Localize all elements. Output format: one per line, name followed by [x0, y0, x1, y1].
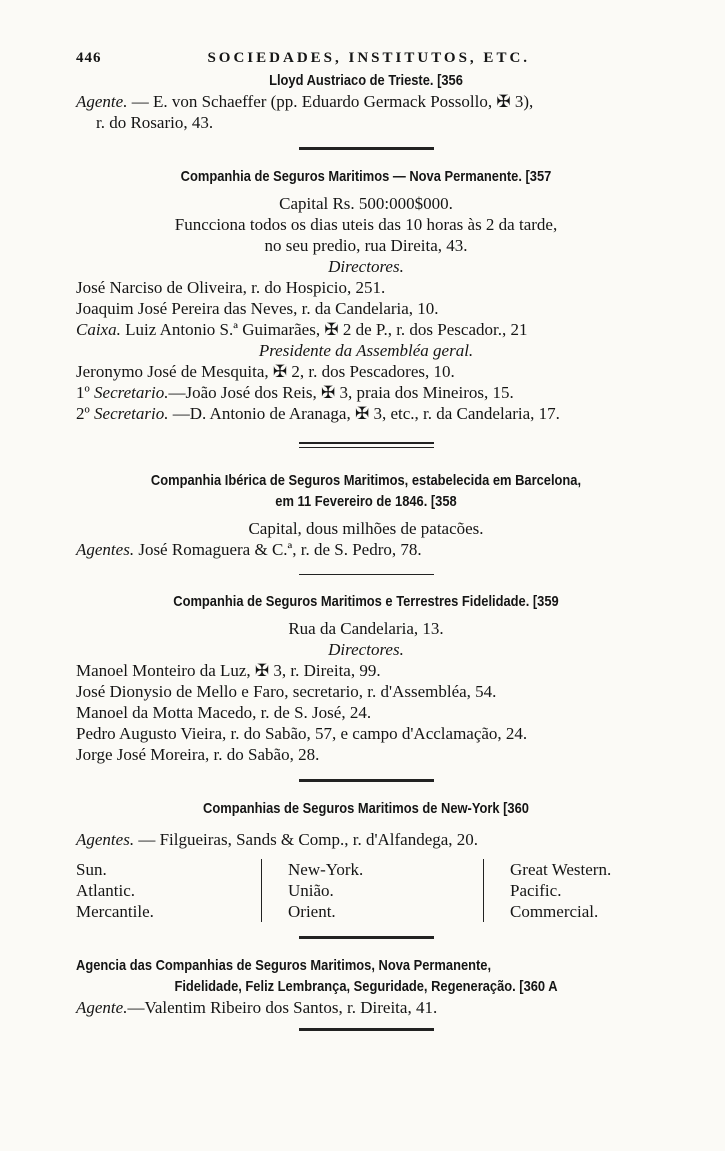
agent-text: — Filgueiras, Sands & Comp., r. d'Alfandega, 20.	[138, 830, 479, 849]
director-line: Manoel da Motta Macedo, r. de S. José, 24.	[76, 703, 372, 722]
ordinal: 2º	[76, 404, 95, 423]
company-name: Mercantile.	[76, 902, 154, 921]
agent-label: Agentes.	[76, 540, 135, 559]
secretary-label: Secretario.	[94, 404, 169, 423]
director-line: Pedro Augusto Vieira, r. do Sabão, 57, e campo d'Acclamação, 24.	[76, 724, 528, 743]
company-columns	[76, 859, 656, 922]
section-title: Fidelidade, Feliz Lembrança, Seguridade, Regeneração. [360 A	[174, 978, 558, 995]
company-name: New-York.	[288, 860, 364, 879]
caixa-line	[76, 319, 656, 340]
ordinal: 1º	[76, 383, 95, 402]
section-360	[76, 798, 656, 922]
section-title: Companhias de Seguros Maritimos de New-York [360	[203, 800, 529, 817]
agent-line	[76, 539, 656, 560]
capital: Capital, dous milhões de patacões.	[248, 519, 484, 538]
company-name: União.	[288, 881, 334, 900]
section-356	[76, 70, 656, 133]
section-title: em 11 Fevereiro de 1846. [358	[275, 493, 457, 510]
agent-text: —Valentim Ribeiro dos Santos, r. Direita, 41.	[127, 998, 438, 1017]
director-line: Jeronymo José de Mesquita, ✠ 2, r. dos Pescadores, 10.	[76, 362, 455, 381]
page-header	[76, 48, 656, 70]
capital: Capital Rs. 500:000$000.	[279, 194, 453, 213]
section-357	[76, 166, 656, 424]
divider	[299, 936, 434, 939]
running-title: SOCIEDADES, INSTITUTOS, ETC.	[207, 50, 531, 66]
company-column	[261, 859, 483, 922]
secretary-label: Secretario.	[94, 383, 169, 402]
secretary-line	[76, 382, 656, 403]
section-title: Companhia Ibérica de Seguros Maritimos, estabelecida em Barcelona,	[150, 472, 582, 489]
agent-text: — E. von Schaeffer (pp. Eduardo Germack Possollo, ✠ 3),	[131, 92, 534, 111]
directores-heading: Directores.	[328, 640, 404, 659]
agent-text: José Romaguera & C.ª, r. de S. Pedro, 78.	[134, 540, 422, 559]
divider	[299, 147, 434, 150]
company-name: Commercial.	[510, 902, 599, 921]
section-title: Companhia de Seguros Maritimos e Terrestres Fidelidade. [359	[173, 593, 559, 610]
director-line: José Dionysio de Mello e Faro, secretario, r. d'Assembléa, 54.	[76, 682, 497, 701]
company-column	[76, 859, 261, 922]
section-title: Agencia das Companhias de Seguros Maritimos, Nova Permanente,	[76, 957, 492, 974]
company-name: Atlantic.	[76, 881, 136, 900]
hours-line: Funcciona todos os dias uteis das 10 horas às 2 da tarde,	[174, 215, 558, 234]
hours-line: no seu predio, rua Direita, 43.	[264, 236, 468, 255]
presidente-heading: Presidente da Assembléa geral.	[258, 341, 474, 360]
divider	[299, 1028, 434, 1031]
director-line: Jorge José Moreira, r. do Sabão, 28.	[76, 745, 320, 764]
company-name: Sun.	[76, 860, 107, 879]
company-name: Great Western.	[510, 860, 612, 879]
director-line: Manoel Monteiro da Luz, ✠ 3, r. Direita, 99.	[76, 661, 381, 680]
section-title: Lloyd Austriaco de Trieste. [356	[269, 72, 463, 89]
divider	[299, 442, 434, 448]
director-line: Joaquim José Pereira das Neves, r. da Candelaria, 10.	[76, 299, 439, 318]
company-name: Orient.	[288, 902, 336, 921]
page-number: 446	[76, 50, 102, 66]
agent-line	[76, 91, 656, 112]
directores-heading: Directores.	[328, 257, 404, 276]
secretary-text: —D. Antonio de Aranaga, ✠ 3, etc., r. da Candelaria, 17.	[168, 404, 560, 423]
caixa-text: Luiz Antonio S.ª Guimarães, ✠ 2 de P., r. dos Pescador., 21	[120, 320, 528, 339]
agent-label: Agentes.	[76, 830, 135, 849]
divider	[299, 574, 434, 575]
caixa-label: Caixa.	[76, 320, 121, 339]
address: Rua da Candelaria, 13.	[288, 619, 444, 638]
section-359	[76, 591, 656, 765]
director-line: José Narciso de Oliveira, r. do Hospicio, 251.	[76, 278, 386, 297]
company-column	[483, 859, 656, 922]
agent-line	[76, 829, 656, 850]
secretary-line	[76, 403, 656, 424]
section-360a	[76, 955, 656, 1018]
agent-line-cont: r. do Rosario, 43.	[96, 113, 214, 132]
page	[76, 48, 656, 1047]
agent-label: Agente.	[76, 998, 128, 1017]
secretary-text: —João José dos Reis, ✠ 3, praia dos Mineiros, 15.	[168, 383, 514, 402]
company-name: Pacific.	[510, 881, 562, 900]
section-title: Companhia de Seguros Maritimos — Nova Permanente. [357	[180, 168, 552, 185]
section-358	[76, 470, 656, 560]
agent-label: Agente.	[76, 92, 128, 111]
divider	[299, 779, 434, 782]
agent-line	[76, 997, 656, 1018]
